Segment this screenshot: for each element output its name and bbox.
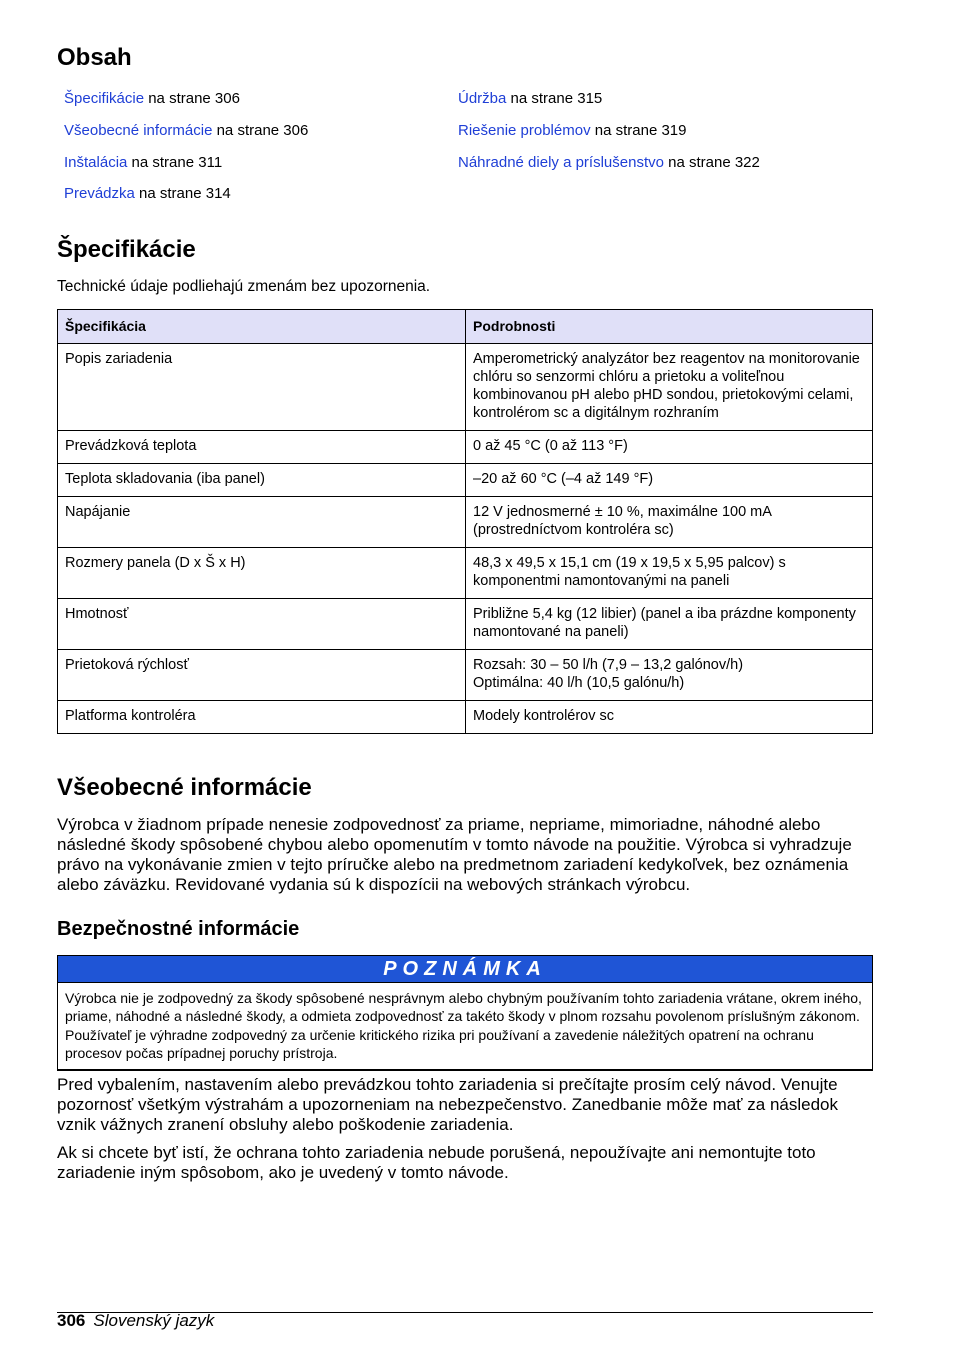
spec-value-cell: Amperometrický analyzátor bez reagentov na monitorovanie chlóru so senzormi chlóru a prietoku a voliteľnou kombinovanou pH alebo pHD sondou, prietokovými celami, kontrolérom sc a digitálnym rozhraním xyxy=(466,344,873,431)
toc-item xyxy=(458,90,602,107)
toc-link-udrzba[interactable]: Údržba xyxy=(458,90,507,107)
toc-page-ref: na strane 322 xyxy=(663,154,760,171)
table-header-row xyxy=(58,310,873,344)
spec-name-cell: Napájanie xyxy=(58,497,466,548)
spec-name-cell: Hmotnosť xyxy=(58,599,466,650)
spec-value-cell: Rozsah: 30 – 50 l/h (7,9 – 13,2 galónov/h) Optimálna: 40 l/h (10,5 galónu/h) xyxy=(466,650,873,701)
general-info-text: Výrobca v žiadnom prípade nenesie zodpovednosť za priame, nepriame, mimoriadne, náhodné alebo následné škody spôsobené chybou alebo opomenutím v tomto návode na použitie. Výrobca si vyhradzuje právo na vykonávanie zmien v tejto príručke alebo na predmetnom zariadení kedykoľvek, bez oznámenia alebo záväzku. Revidované vydania sú k dispozícii na webových stránkach výrobcu. xyxy=(57,815,852,894)
toc-item xyxy=(64,154,222,171)
toc-item xyxy=(64,90,240,107)
toc-link-vseobecne-informacie[interactable]: Všeobecné informácie xyxy=(64,122,213,139)
column-header-specification: Špecifikácia xyxy=(58,310,466,344)
safety-paragraph-1: Pred vybalením, nastavením alebo prevádzkou tohto zariadenia si prečítajte prosím celý návod. Venujte pozornosť všetkým výstrahám a upozorneniam na nebezpečenstvo. Zanedbanie môže mať za následok vznik vážnych zranení obsluhy alebo poškodenie zariadenia. xyxy=(57,1075,839,1134)
spec-value-cell: 0 až 45 °C (0 až 113 °F) xyxy=(466,431,873,464)
toc-item xyxy=(458,154,760,171)
safety-paragraph-2: Ak si chcete byť istí, že ochrana tohto zariadenia nebude porušená, nepoužívajte ani nemontujte toto zariadenie iným spôsobom, ako je uvedený v tomto návode. xyxy=(57,1143,816,1182)
table-row xyxy=(58,548,873,599)
toc-link-specifikacie[interactable]: Špecifikácie xyxy=(64,90,145,107)
page-footer xyxy=(57,1311,214,1331)
spec-name-cell: Prevádzková teplota xyxy=(58,431,466,464)
general-info-heading: Všeobecné informácie xyxy=(57,774,312,801)
footer-language: Slovenský jazyk xyxy=(93,1311,215,1330)
specs-heading: Špecifikácie xyxy=(57,236,196,263)
spec-value-cell: –20 až 60 °C (–4 až 149 °F) xyxy=(466,464,873,497)
toc-item xyxy=(64,122,308,139)
specs-table xyxy=(57,309,873,734)
note-text: Výrobca nie je zodpovedný za škody spôsobené nesprávnym alebo chybným používaním tohto zariadenia vrátane, okrem iného, priame, náhodné a následné škody, a odmieta zodpovednosť za takéto škody v plnom rozsahu povolenom príslušným zákonom. Používateľ je výhradne zodpovedný za určenie kritického rizika pri používaní a zavedenie náležitých opatrení na ochranu procesov počas prípadnej poruchy prístroja. xyxy=(58,982,872,1069)
spec-value-cell: Modely kontrolérov sc xyxy=(466,701,873,734)
toc-title: Obsah xyxy=(57,44,132,71)
spec-name-cell: Rozmery panela (D x Š x H) xyxy=(58,548,466,599)
specs-intro: Technické údaje podliehajú zmenám bez upozornenia. xyxy=(57,278,431,295)
spec-name-cell: Popis zariadenia xyxy=(58,344,466,431)
table-row xyxy=(58,464,873,497)
note-box xyxy=(57,955,873,1071)
spec-value-cell: 12 V jednosmerné ± 10 %, maximálne 100 mA (prostredníctvom kontroléra sc) xyxy=(466,497,873,548)
toc-link-instalacia[interactable]: Inštalácia xyxy=(64,154,128,171)
note-label: POZNÁMKA xyxy=(58,956,872,982)
table-row xyxy=(58,497,873,548)
table-row xyxy=(58,650,873,701)
spec-value-cell: 48,3 x 49,5 x 15,1 cm (19 x 19,5 x 5,95 palcov) s komponentmi namontovanými na paneli xyxy=(466,548,873,599)
toc-link-riesenie-problemov[interactable]: Riešenie problémov xyxy=(458,122,591,139)
table-row xyxy=(58,701,873,734)
toc-page-ref: na strane 315 xyxy=(506,90,603,107)
table-row xyxy=(58,431,873,464)
toc-page-ref: na strane 306 xyxy=(144,90,240,107)
spec-name-cell: Platforma kontroléra xyxy=(58,701,466,734)
table-row xyxy=(58,344,873,431)
table-row xyxy=(58,599,873,650)
spec-name-cell: Prietoková rýchlosť xyxy=(58,650,466,701)
toc-link-prevadzka[interactable]: Prevádzka xyxy=(64,185,135,202)
toc-item xyxy=(458,122,686,139)
spec-value-cell: Približne 5,4 kg (12 libier) (panel a iba prázdne komponenty namontované na paneli) xyxy=(466,599,873,650)
toc-page-ref: na strane 314 xyxy=(134,185,231,202)
toc-page-ref: na strane 306 xyxy=(212,122,309,139)
column-header-details: Podrobnosti xyxy=(466,310,873,344)
toc-link-nahradne-diely[interactable]: Náhradné diely a príslušenstvo xyxy=(458,154,664,171)
page-number: 306 xyxy=(57,1311,86,1330)
safety-info-heading: Bezpečnostné informácie xyxy=(57,918,300,940)
toc-page-ref: na strane 311 xyxy=(127,154,223,171)
spec-name-cell: Teplota skladovania (iba panel) xyxy=(58,464,466,497)
toc-item xyxy=(64,185,231,202)
toc-page-ref: na strane 319 xyxy=(590,122,687,139)
